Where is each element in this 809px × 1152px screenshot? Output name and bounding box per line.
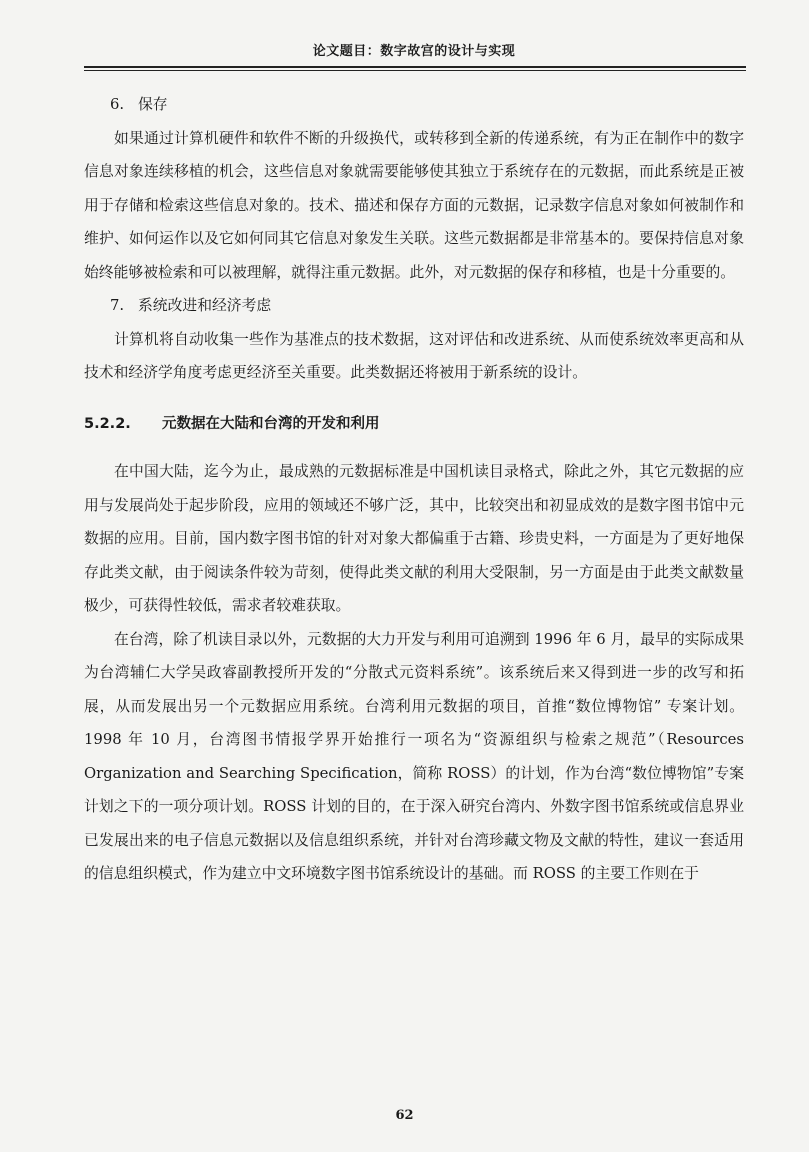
list-item-number: 7. bbox=[110, 297, 125, 314]
header-rule-thick bbox=[84, 66, 746, 68]
section-heading bbox=[84, 408, 744, 442]
list-item-label: 系统改进和经济考虑 bbox=[138, 297, 272, 314]
running-header: 论文题目：数字故宫的设计与实现 bbox=[312, 44, 516, 59]
list-item-6 bbox=[84, 88, 744, 122]
list-item-label: 保存 bbox=[138, 96, 168, 113]
list-item-number: 6. bbox=[110, 96, 125, 113]
paragraph-preservation: 如果通过计算机硬件和软件不断的升级换代，或转移到全新的传递系统，有为正在制作中的数字信息对象连续移植的机会，这些信息对象就需要能够使其独立于系统存在的元数据，而此系统是正被用于存储和检索这些信息对象的。技术、描述和保存方面的元数据，记录数字信息对象如何被制作和维护、如何运作以及它如何同其它信息对象发生关联。这些元数据都是非常基本的。要保持信息对象始终能够被检索和可以被理解，就得注重元数据。此外，对元数据的保存和移植，也是十分重要的。 bbox=[84, 129, 744, 281]
section-number: 5.2.2. bbox=[84, 415, 131, 432]
section-title: 元数据在大陆和台湾的开发和利用 bbox=[162, 415, 380, 432]
paragraph-taiwan: 在台湾，除了机读目录以外，元数据的大力开发与利用可追溯到 1996 年 6 月，最早的实际成果为台湾辅仁大学吴政睿副教授所开发的“分散式元资料系统”。该系统后来又得到进一步的改写和拓展，从而发展出另一个元数据应用系统。台湾利用元数据的项目，首推“数位博物馆” 专案计划。1998 年 10 月，台湾图书情报学界开始推行一项名为“资源组织与检索之规范”（Resources Organization and Searching Specification，简称 ROSS）的计划，作为台湾“数位博物馆”专案计划之下的一项分项计划。ROSS 计划的目的，在于深入研究台湾内、外数字图书馆系统或信息界业已发展出来的电子信息元数据以及信息组织系统，并针对台湾珍藏文物及文献的特性，建议一套适用的信息组织模式，作为建立中文环境数字图书馆系统设计的基础。而 ROSS 的主要工作则在于 bbox=[84, 630, 744, 882]
paragraph-mainland: 在中国大陆，迄今为止，最成熟的元数据标准是中国机读目录格式，除此之外，其它元数据的应用与发展尚处于起步阶段，应用的领域还不够广泛，其中，比较突出和初显成效的是数字图书馆中元数据的应用。目前，国内数字图书馆的针对对象大都偏重于古籍、珍贵史料，一方面是为了更好地保存此类文献，由于阅读条件较为苛刻，使得此类文献的利用大受限制，另一方面是由于此类文献数量极少，可获得性较低，需求者较难获取。 bbox=[84, 463, 744, 614]
body-text bbox=[84, 88, 744, 891]
list-item-7 bbox=[84, 289, 744, 323]
page-number: 62 bbox=[395, 1108, 414, 1123]
header-rule-thin bbox=[84, 70, 746, 71]
paragraph-system-improvement: 计算机将自动收集一些作为基准点的技术数据，这对评估和改进系统、从而使系统效率更高和从技术和经济学角度考虑更经济至关重要。此类数据还将被用于新系统的设计。 bbox=[84, 330, 744, 381]
